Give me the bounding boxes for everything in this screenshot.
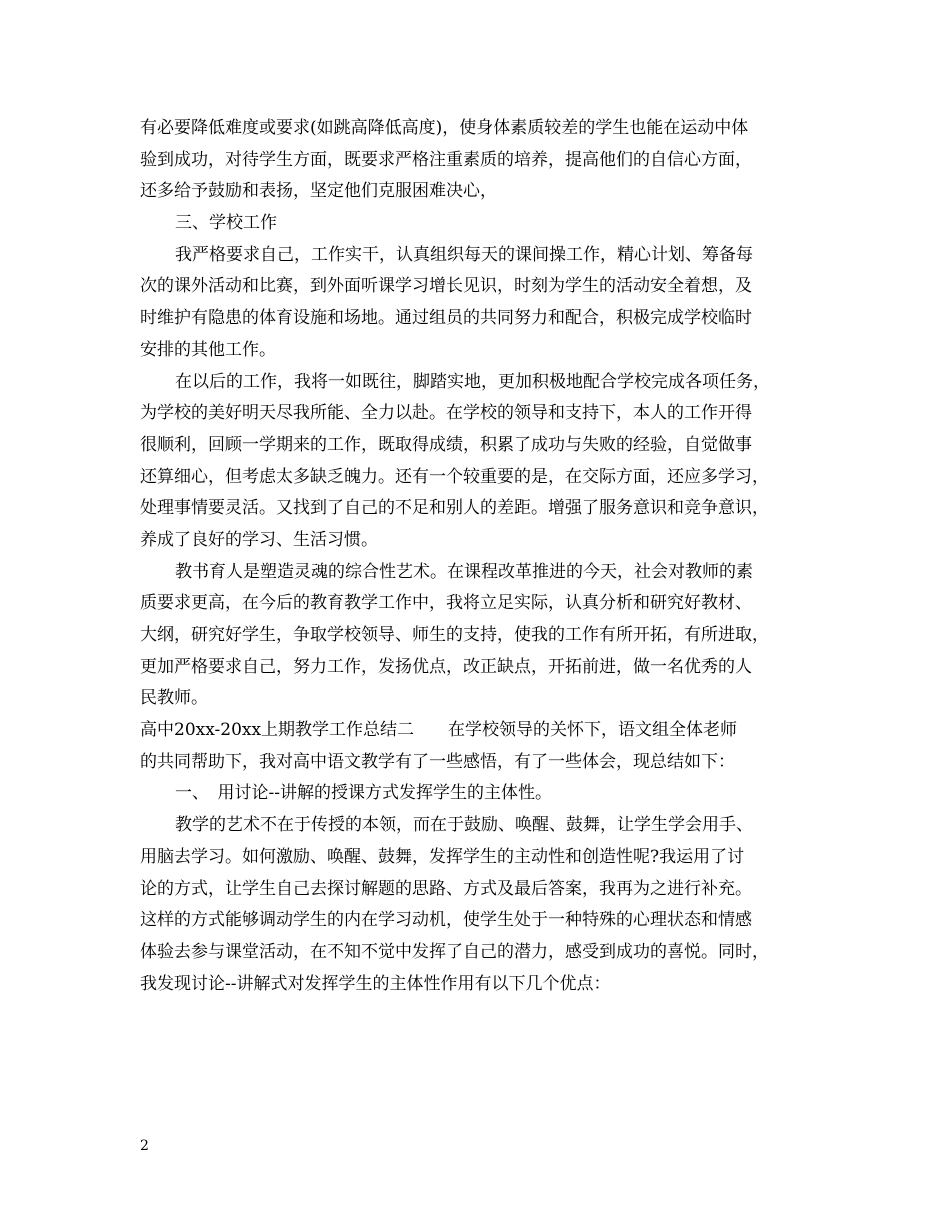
text-line: 教书育人是塑造灵魂的综合性艺术。在课程改革推进的今天，社会对教师的素 [175,561,753,582]
text-line: 教学的艺术不在于传授的本领，而在于鼓励、唤醒、鼓舞，让学生学会用手、 [175,815,753,836]
text-line: 民教师。 [140,688,208,709]
text-line: 用脑去学习。如何激励、唤醒、鼓舞，发挥学生的主动性和创造性呢?我运用了讨 [140,846,745,867]
text-line: 很顺利，回顾一学期来的工作，既取得成绩，积累了成功与失败的经验，自觉做事 [140,434,752,455]
text-line: 还算细心，但考虑太多缺乏魄力。还有一个较重要的是，在交际方面，还应多学习， [140,466,769,487]
text-line: 体验去参与课堂活动，在不知不觉中发挥了自己的潜力，感受到成功的喜悦。同时， [140,941,769,962]
text-line: 次的课外活动和比赛，到外面听课学习增长见识，时刻为学生的活动安全着想，及 [140,276,752,297]
page-number: 2 [140,1138,149,1154]
text-line: 质要求更高，在今后的教育教学工作中，我将立足实际，认真分析和研究好教材、 [140,593,752,614]
text-line: 大纲，研究好学生，争取学校领导、师生的支持，使我的工作有所开拓，有所进取， [140,625,769,645]
text-line: 更加严格要求自己，努力工作，发扬优点，改正缺点，开拓前进，做一名优秀的人 [140,656,752,677]
text-line: 处理事情要灵活。又找到了自己的不足和别人的差距。增强了服务意识和竞争意识， [140,498,769,519]
text-line: 在以后的工作，我将一如既往，脚踏实地，更加积极地配合学校完成各项任务， [175,371,770,392]
text-line: 高中20xx-20xx上期教学工作总结二 在学校领导的关怀下，语文组全体老师 [140,720,738,741]
text-line: 时维护有隐患的体育设施和场地。通过组员的共同努力和配合，积极完成学校临时 [140,308,752,329]
text-line: 养成了良好的学习、生活习惯。 [140,529,378,550]
text-line: 三、学校工作 [175,213,277,234]
text-line: 一、 用讨论--讲解的授课方式发挥学生的主体性。 [175,783,552,804]
text-line: 验到成功，对待学生方面，既要求严格注重素质的培养，提高他们的自信心方面， [140,149,752,170]
text-line: 还多给予鼓励和表扬，坚定他们克服困难决心， [140,181,497,202]
text-line: 的共同帮助下，我对高中语文教学有了一些感悟，有了一些体会，现总结如下： [140,751,735,772]
text-line: 论的方式，让学生自己去探讨解题的思路、方式及最后答案，我再为之进行补充。 [140,878,752,899]
document-body [140,113,820,1000]
text-line: 为学校的美好明天尽我所能、全力以赴。在学校的领导和支持下，本人的工作开得 [140,403,752,424]
text-line: 这样的方式能够调动学生的内在学习动机，使学生处于一种特殊的心理状态和情感 [140,910,752,931]
text-line: 我发现讨论--讲解式对发挥学生的主体性作用有以下几个优点： [140,973,611,994]
text-line: 有必要降低难度或要求(如跳高降低高度)，使身体素质较差的学生也能在运动中体 [140,118,749,138]
text-line: 我严格要求自己，工作实干，认真组织每天的课间操工作，精心计划、筹备每 [175,244,753,265]
text-line: 安排的其他工作。 [140,339,276,360]
